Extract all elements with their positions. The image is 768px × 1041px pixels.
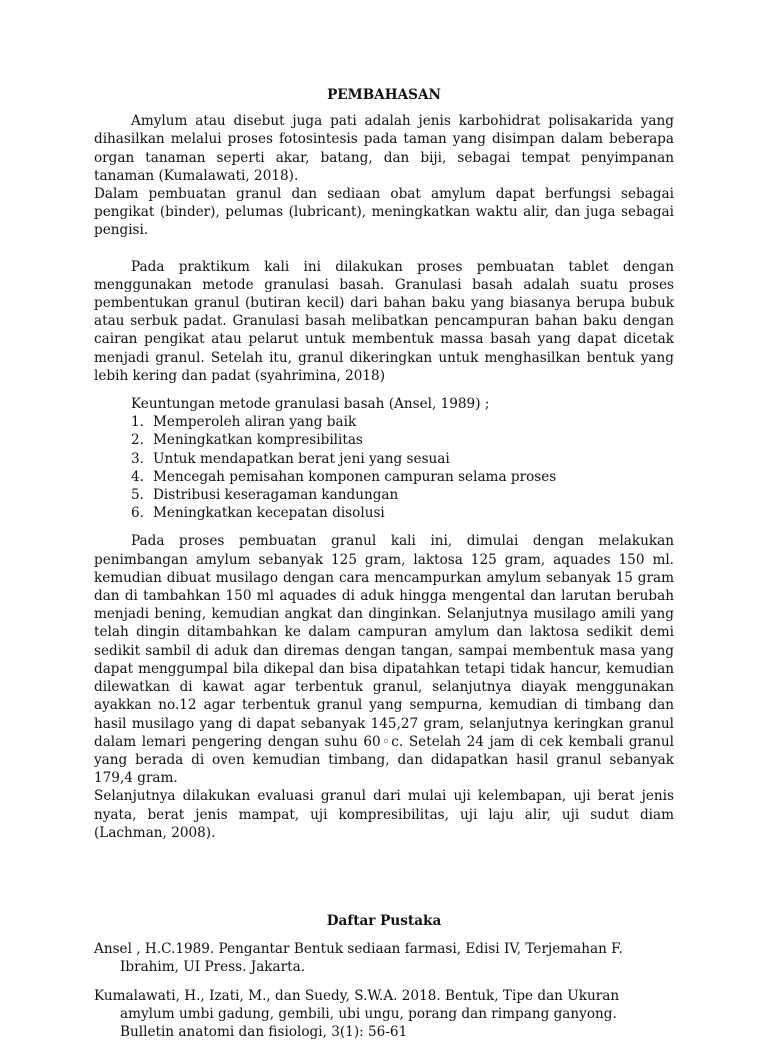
paragraph-amylum-definition: Amylum atau disebut juga pati adalah jenis karbohidrat polisakarida yang dihasilkan melalui proses fotosintesis pada taman yang disimpan dalam beberapa organ tanaman seperti akar, batang, dan biji, sebagai tempat penyimpanan tanaman (Kumalawati, 2018).: [94, 113, 674, 184]
list-item-number: 2.: [131, 432, 144, 449]
references-title: Daftar Pustaka: [326, 912, 442, 929]
list-item: [131, 486, 674, 504]
list-item-number: 5.: [131, 487, 144, 504]
spacer: [94, 385, 674, 395]
list-item: [131, 504, 674, 522]
spacer: [94, 240, 674, 258]
list-item: [131, 468, 674, 486]
section-title: PEMBAHASAN: [327, 87, 441, 103]
list-item: [131, 431, 674, 449]
list-item-text: Meningkatkan kompresibilitas: [153, 432, 363, 449]
list-item-number: 6.: [131, 505, 144, 522]
paragraph-amylum-function: Dalam pembuatan granul dan sediaan obat amylum dapat berfungsi sebagai pengikat (binder), pelumas (lubricant), meningkatkan waktu alir, dan juga sebagai pengisi.: [94, 186, 674, 239]
list-item-number: 4.: [131, 468, 144, 485]
list-item-text: Memperoleh aliran yang baik: [153, 414, 357, 431]
reference-entry: Ansel , H.C.1989. Pengantar Bentuk sediaan farmasi, Edisi IV, Terjemahan F. Ibrahim, UI Press. Jakarta.: [94, 941, 623, 976]
advantages-list: [94, 413, 674, 522]
list-item-number: 1.: [131, 414, 144, 431]
paragraph-granule-evaluation: Selanjutnya dilakukan evaluasi granul dari mulai uji kelembapan, uji berat jenis nyata, berat jenis mampat, uji kompresibilitas, uji laju alir, uji sudut diam (Lachman, 2008).: [94, 788, 674, 841]
list-item-text: Mencegah pemisahan komponen campuran selama proses: [153, 468, 557, 485]
list-item-text: Distribusi keseragaman kandungan: [153, 487, 399, 504]
paragraph-granule-process: Pada proses pembuatan granul kali ini, dimulai dengan melakukan penimbangan amylum sebanyak 125 gram, laktosa 125 gram, aquades 150 ml. kemudian dibuat musilago dengan cara mencampurkan amylum sebanyak 15 gram dan di tambahkan 150 ml aquades di aduk hingga mengental dan larutan berubah menjadi bening, kemudian angkat dan dinginkan. Selanjutnya musilago amili yang telah dingin ditambahkan ke dalam campuran amylum dan laktosa sedikit demi sedikit sambil di aduk dan diremas dengan tangan, sampai membentuk masa yang dapat menggumpal bila dikepal dan bisa dipatahkan tetapi tidak hancur, kemudian dilewatkan di kawat agar terbentuk granul, selanjutnya diayak menggunakan ayakkan no.12 agar terbentuk granul yang sempurna, kemudian di timbang dan hasil musilago yang di dapat sebanyak 145,27 gram, selanjutnya keringkan granul dalam lemari pengering dengan suhu 60◦c. Setelah 24 jam di cek kembali granul yang berada di oven kemudian timbang, dan didapatkan hasil granul sebanyak 179,4 gram.: [94, 533, 674, 787]
list-item-text: Meningkatkan kecepatan disolusi: [153, 505, 385, 522]
spacer: [94, 522, 674, 532]
list-intro: Keuntungan metode granulasi basah (Ansel, 1989) ;: [131, 396, 490, 413]
list-item-number: 3.: [131, 450, 144, 467]
list-item: [131, 413, 674, 431]
paragraph-wet-granulation: Pada praktikum kali ini dilakukan proses pembuatan tablet dengan menggunakan metode granulasi basah. Granulasi basah adalah suatu proses pembentukan granul (butiran kecil) dari bahan baku yang biasanya berupa bubuk atau serbuk padat. Granulasi basah melibatkan pencampuran bahan baku dengan cairan pengikat atau pelarut untuk membentuk massa basah yang dapat dicetak menjadi granul. Setelah itu, granul dikeringkan untuk menghasilkan bentuk yang lebih kering dan padat (syahrimina, 2018): [94, 258, 674, 384]
list-item: [131, 450, 674, 468]
reference-entry: Kumalawati, H., Izati, M., dan Suedy, S.W.A. 2018. Bentuk, Tipe dan Ukuran amylum umbi gadung, gembili, ubi ungu, porang dan rimpang ganyong. Bulletin anatomi dan fisiologi, 3(1): 56-61: [94, 987, 620, 1040]
list-item-text: Untuk mendapatkan berat jeni yang sesuai: [153, 450, 450, 467]
